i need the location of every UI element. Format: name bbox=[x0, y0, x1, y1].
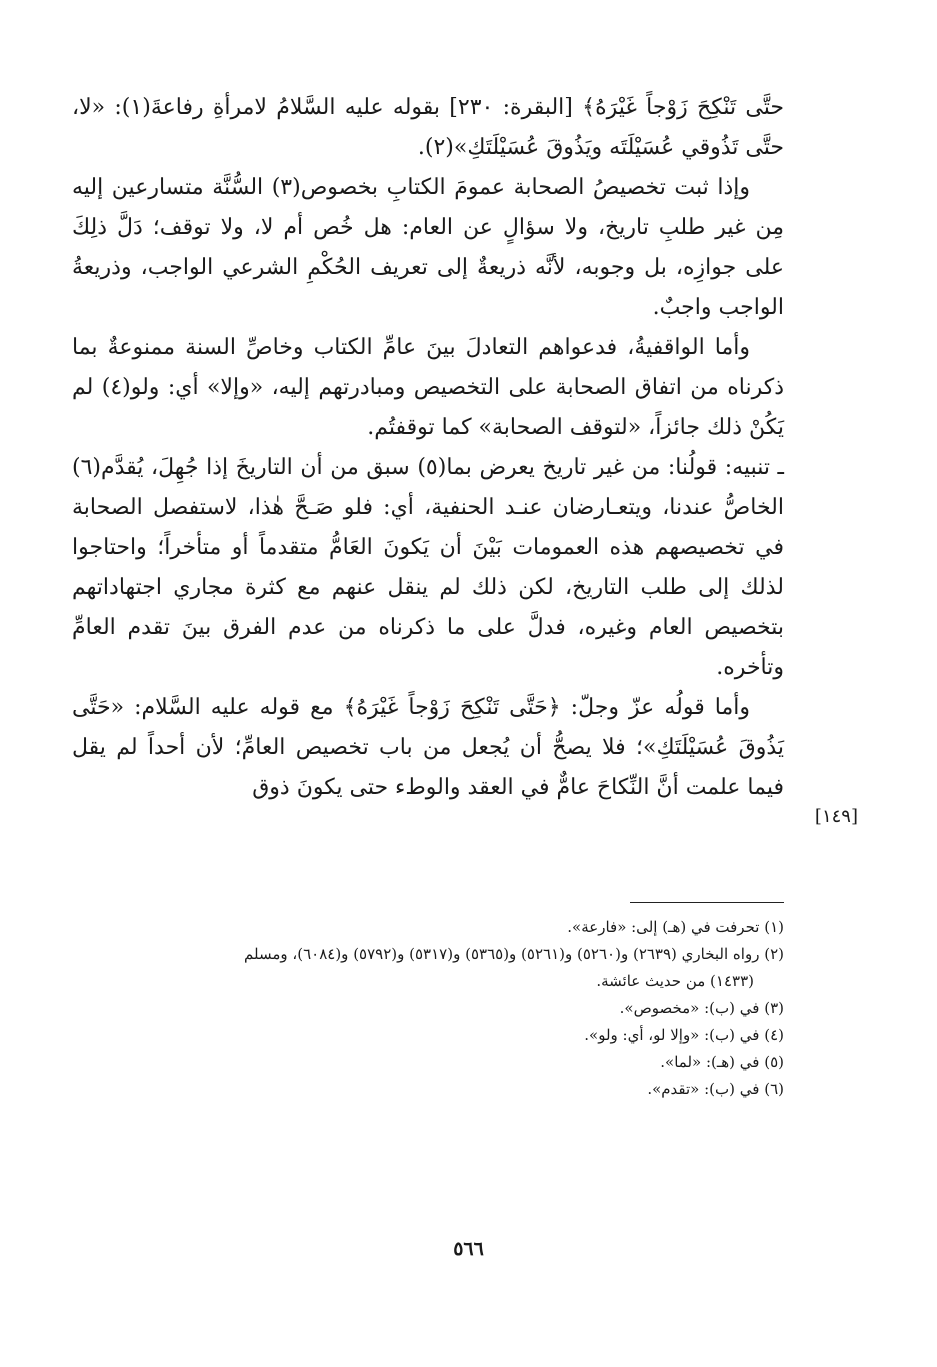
paragraph-3: وأما الواقفيةُ، فدعواهم التعادلَ بينَ عامِّ الكتاب وخاصِّ السنة ممنوعةٌ بما ذكرناه من اتفاق الصحابة على التخصيص ومبادرتهم إليه، «وإلا» أي: ولو(٤) لم يَكُنْ ذلك جائزاً، «لتوقف الصحابة» كما توقفتُم. bbox=[72, 335, 785, 440]
paragraph-5: وأما قولُه عزّ وجلّ: ﴿حَتَّى تَنْكِحَ زَوْجاً غَيْرَهُ﴾ مع قوله عليه السَّلام: «حَتَّى يَذُوقَ عُسَيْلَتَكِ»؛ فلا يصحُّ أن يُجعل من باب تخصيص العامِّ؛ لأن أحداً لم يقل فيما علمت أنَّ النِّكاحَ عامٌّ في العقد والوطء حتى يكونَ ذوق bbox=[72, 695, 784, 800]
footnote-2-continued: (١٤٣٣) من حديث عائشة. bbox=[596, 972, 754, 990]
main-text bbox=[72, 88, 784, 808]
page-number: ٥٦٦ bbox=[453, 1238, 484, 1260]
footnote-1: (١) تحرفت في (هـ) إلى: «فارعة». bbox=[567, 918, 784, 936]
margin-page-reference: [١٤٩] bbox=[814, 806, 858, 827]
footnote-5: (٥) في (هـ): «لما». bbox=[660, 1053, 784, 1071]
footnote-separator bbox=[630, 902, 784, 903]
paragraph-2: وإذا ثبت تخصيصُ الصحابة عمومَ الكتابِ بخصوص(٣) السُّنَّة متسارعين إليه مِن غير طلبِ تاريخ، ولا سؤالٍ عن العام: هل خُص أم لا، ولا توقف؛ دَلَّ ذلِكَ على جوازِه، بل وجوبه، لأنَّه ذريعةٌ إلى تعريف الحُكْمِ الشرعي الواجب، وذريعةُ الواجب واجبٌ. bbox=[72, 175, 785, 320]
footnote-3: (٣) في (ب): «مخصوص». bbox=[619, 999, 784, 1017]
footnote-2: (٢) رواه البخاري (٢٦٣٩) و(٥٢٦٠) و(٥٢٦١) و(٥٣٦٥) و(٥٣١٧) و(٥٧٩٢) و(٦٠٨٤)، ومسلم bbox=[244, 945, 784, 963]
footnote-4: (٤) في (ب): «وإلا لو، أي: ولو». bbox=[584, 1026, 784, 1044]
paragraph-4-note: ـ تنبيه: قولُنا: من غير تاريخ يعرض بما(٥) سبق من أن التاريخَ إذا جُهِلَ، يُقدَّم(٦) الخاصُّ عندنا، ويتعـارضان عنـد الحنفية، أي: فلو صَـحَّ هٰذا، لاستفصل الصحابة في تخصيصهم هذه العمومات بَيْنَ أن يَكونَ العَامُّ متقدماً أو متأخراً؛ واحتاجوا لذلك إلى طلب التاريخ، لكن ذلك لم ينقل عنهم مع كثرة مجاري اجتهاداتهم بتخصيص العام وغيره، فدلَّ على ما ذكرناه من عدم الفرق بينَ تقدم العامِّ وتأخره. bbox=[72, 455, 784, 680]
paragraph-1: حتَّى تَنْكِحَ زَوْجاً غَيْرَهُ﴾ [البقرة: ٢٣٠] بقوله عليه السَّلامُ لامرأةِ رفاعةَ(١): «لا، حتَّى تَذُوقي عُسَيْلَتَه ويَذُوقَ عُسَيْلَتَكِ»(٢). bbox=[72, 95, 784, 160]
footnotes bbox=[72, 914, 784, 1103]
footnote-6: (٦) في (ب): «تقدم». bbox=[647, 1080, 784, 1098]
